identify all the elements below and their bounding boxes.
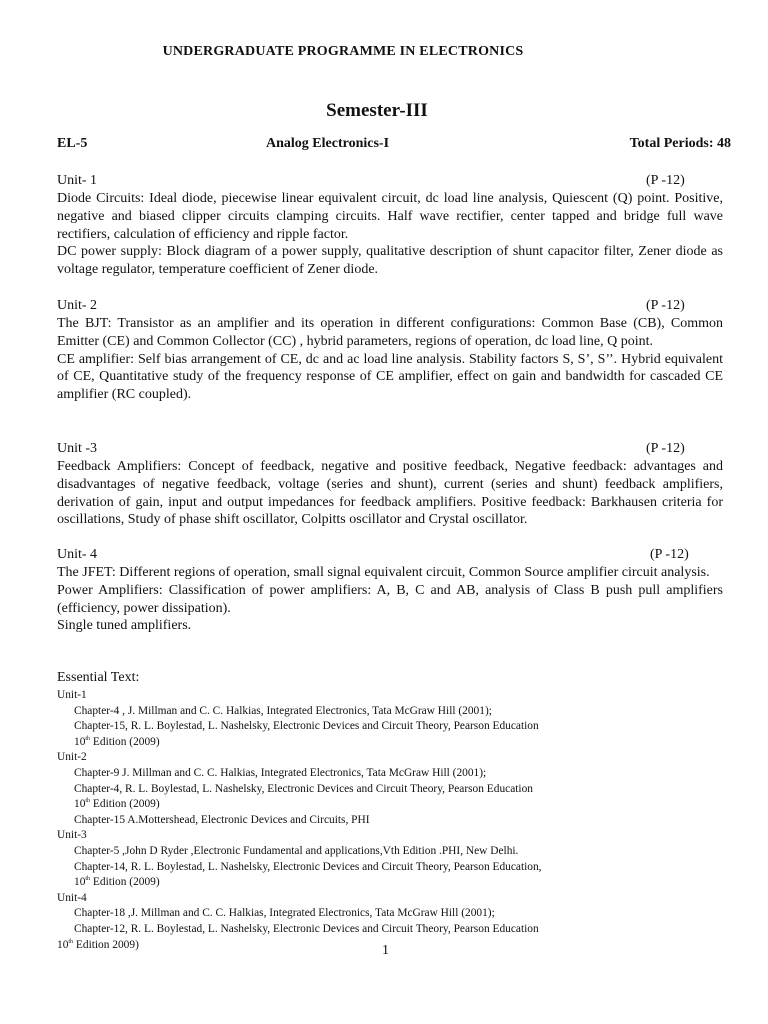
unit-paragraph: The BJT: Transistor as an amplifier and its operation in different configurations: Common Base (CB), Common Emitter (CE) and Common Collector (CC) , hybrid parameters, regions of operation, dc load line, Q point. (57, 316, 723, 349)
reference-edition: 10th Edition (2009) (74, 798, 160, 811)
unit-paragraph: DC power supply: Block diagram of a power supply, qualitative description of shunt capacitor filter, Zener diode as voltage regulator, temperature coefficient of Zener diode. (57, 244, 723, 278)
page-number: 1 (382, 943, 389, 958)
unit-paragraph: Feedback Amplifiers: Concept of feedback, negative and positive feedback, Negative feedback: advantages and disadvantages of negative feedback, voltage (series and shunt), current (series and shunt) feedback amplifiers, derivation of gain, input and output impedances for feedback amplifiers. Positive feedback: Barkhausen criteria for oscillations, Study of phase shift oscillator, Colpitts oscillator and Crystal oscillator. (57, 459, 723, 528)
programme-title: UNDERGRADUATE PROGRAMME IN ELECTRONICS (162, 44, 524, 59)
unit-paragraph: Single tuned amplifiers. (57, 618, 192, 634)
essential-text-heading: Essential Text: (57, 670, 140, 685)
course-name: Analog Electronics-I (266, 136, 390, 151)
reference-entry: Chapter-5 ,John D Ryder ,Electronic Fundamental and applications,Vth Edition .PHI, New Delhi. (74, 844, 519, 857)
unit-label: Unit- 1 (57, 173, 98, 188)
course-line (57, 136, 731, 156)
reference-entry: Chapter-9 J. Millman and C. C. Halkias, Integrated Electronics, Tata McGraw Hill (2001); (74, 766, 487, 779)
reference-entry: Chapter-12, R. L. Boylestad, L. Nashelsky, Electronic Devices and Circuit Theory, Pearson Education (74, 922, 539, 935)
reference-unit-label: Unit-2 (57, 751, 87, 764)
reference-entry: Chapter-4 , J. Millman and C. C. Halkias, Integrated Electronics, Tata McGraw Hill (2001); (74, 704, 492, 717)
unit-header (57, 172, 723, 190)
reference-edition: 10th Edition (2009) (74, 735, 160, 748)
reference-entry: Chapter-4, R. L. Boylestad, L. Nashelsky, Electronic Devices and Circuit Theory, Pearson Education (74, 782, 533, 795)
unit-label: Unit- 2 (57, 298, 98, 313)
reference-entry: Chapter-15 A.Mottershead, Electronic Devices and Circuits, PHI (74, 813, 370, 826)
unit-label: Unit -3 (57, 441, 98, 456)
unit-periods: (P -12) (646, 298, 685, 313)
unit-paragraph: Power Amplifiers: Classification of power amplifiers: A, B, C and AB, analysis of Class B push pull amplifiers (efficiency, power dissipation). (57, 582, 723, 616)
reference-edition: 10th Edition (2009) (74, 876, 160, 889)
unit-periods: (P -12) (646, 173, 685, 188)
unit-periods: (P -12) (646, 441, 685, 456)
reference-edition: 10th Edition 2009) (57, 938, 139, 951)
unit-1-section (57, 172, 723, 279)
unit-header (57, 440, 723, 458)
unit-paragraph: The JFET: Different regions of operation, small signal equivalent circuit, Common Source amplifier circuit analysis. (57, 565, 710, 580)
unit-2-section (57, 297, 723, 404)
unit-paragraph: Diode Circuits: Ideal diode, piecewise linear equivalent circuit, dc load line analysis, Quiescent (Q) point. Positive, negative and biased clipper circuits clamping circuits. Half wave rectifier, center tapped and bridge full wave rectifiers, calculation of efficiency and ripple factor. (57, 191, 723, 242)
reference-unit-label: Unit-3 (57, 829, 87, 842)
total-periods: Total Periods: 48 (629, 136, 731, 151)
unit-label: Unit- 4 (57, 547, 98, 562)
unit-paragraph: CE amplifier: Self bias arrangement of CE, dc and ac load line analysis. Stability factors S, S’, S’’. Hybrid equivalent of CE, Quantitative study of the frequency response of CE amplifier, effect on gain and bandwidth for cascaded CE amplifier (RC coupled). (57, 351, 723, 403)
unit-header (57, 546, 723, 564)
unit-periods: (P -12) (650, 547, 689, 562)
course-code: EL-5 (57, 136, 88, 151)
references-list (57, 688, 697, 953)
reference-entry: Chapter-18 ,J. Millman and C. C. Halkias, Integrated Electronics, Tata McGraw Hill (2001); (74, 907, 495, 920)
reference-unit-label: Unit-1 (57, 689, 87, 701)
unit-3-section (57, 440, 723, 529)
reference-unit-label: Unit-4 (57, 891, 87, 904)
semester-heading: Semester-III (326, 100, 428, 121)
reference-entry: Chapter-15, R. L. Boylestad, L. Nashelsky, Electronic Devices and Circuit Theory, Pearson Education (74, 720, 539, 733)
unit-4-section (57, 546, 723, 635)
reference-entry: Chapter-14, R. L. Boylestad, L. Nashelsky, Electronic Devices and Circuit Theory, Pearson Education, (74, 860, 542, 873)
unit-header (57, 297, 723, 315)
